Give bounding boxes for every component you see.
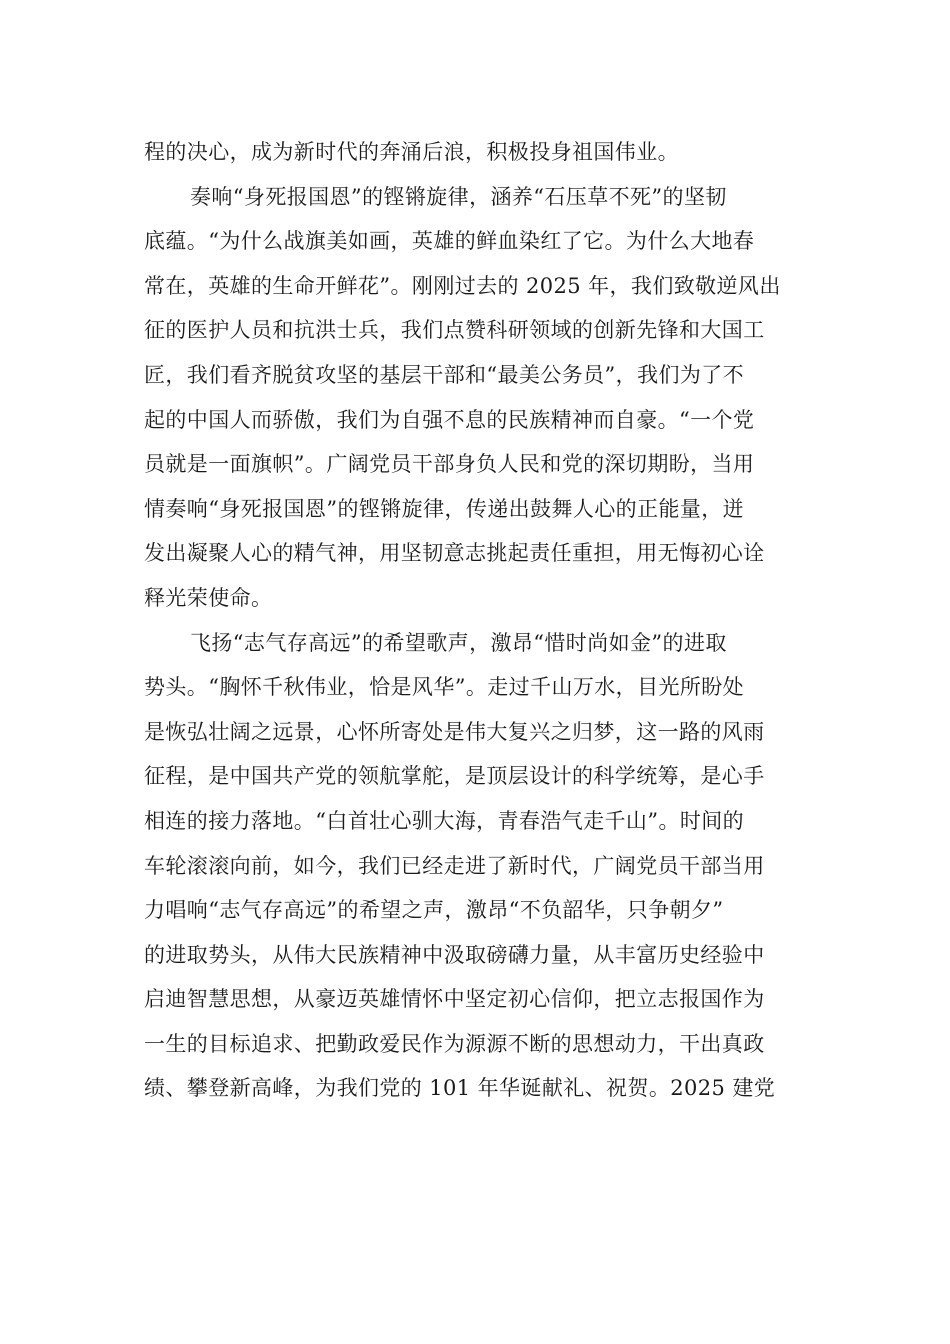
text-line: 员就是一面旗帜”。广阔党员干部身负人民和党的深切期盼，当用 [144,452,755,477]
text-line: 奏响“身死报国恩”的铿锵旋律，涵养“石压草不死”的坚韧 [190,184,727,209]
text-line: 是恢弘壮阔之远景，心怀所寄处是伟大复兴之归梦，这一路的风雨 [144,719,765,744]
text-line: 起的中国人而骄傲，我们为自强不息的民族精神而自豪。“一个党 [144,407,755,432]
text-line: 匠，我们看齐脱贫攻坚的基层干部和“最美公务员”，我们为了不 [144,362,745,387]
text-line: 情奏响“身死报国恩”的铿锵旋律，传递出鼓舞人心的正能量，迸 [144,496,745,521]
document-body [144,130,808,1111]
text-line: 绩、攀登新高峰，为我们党的 101 年华诞献礼、祝贺。2025 建党 [144,1076,776,1101]
text-line: 力唱响“志气存高远”的希望之声，激昂“不负韶华，只争朝夕” [144,898,724,923]
paragraph-3 [144,621,808,1112]
text-line: 释光荣使命。 [144,585,273,610]
text-line: 底蕴。“为什么战旗美如画，英雄的鲜血染红了它。为什么大地春 [144,229,755,254]
text-line: 相连的接力落地。“白首壮心驯大海，青春浩气走千山”。时间的 [144,808,745,833]
text-line: 车轮滚滚向前，如今，我们已经走进了新时代，广阔党员干部当用 [144,853,765,878]
text-line: 的进取势头，从伟大民族精神中汲取磅礴力量，从丰富历史经验中 [144,942,765,967]
text-line: 一生的目标追求、把勤政爱民作为源源不断的思想动力，干出真政 [144,1031,765,1056]
text-line: 启迪智慧思想，从豪迈英雄情怀中坚定初心信仰，把立志报国作为 [144,987,765,1012]
text-line: 征的医护人员和抗洪士兵，我们点赞科研领域的创新先锋和大国工 [144,318,765,343]
text-line: 常在，英雄的生命开鲜花”。刚刚过去的 2025 年，我们致敬逆风出 [144,273,781,298]
text-line: 征程，是中国共产党的领航掌舵，是顶层设计的科学统筹，是心手 [144,764,765,789]
text-line: 飞扬“志气存高远”的希望歌声，激昂“惜时尚如金”的进取 [190,630,727,655]
text-line: 势头。“胸怀千秋伟业，恰是风华”。走过千山万水，目光所盼处 [144,675,745,700]
text-line: 发出凝聚人心的精气神，用坚韧意志挑起责任重担，用无悔初心诠 [144,541,765,566]
paragraph-2 [144,175,808,621]
paragraph-1 [144,130,808,175]
text-line: 程的决心，成为新时代的奔涌后浪，积极投身祖国伟业。 [144,140,679,164]
